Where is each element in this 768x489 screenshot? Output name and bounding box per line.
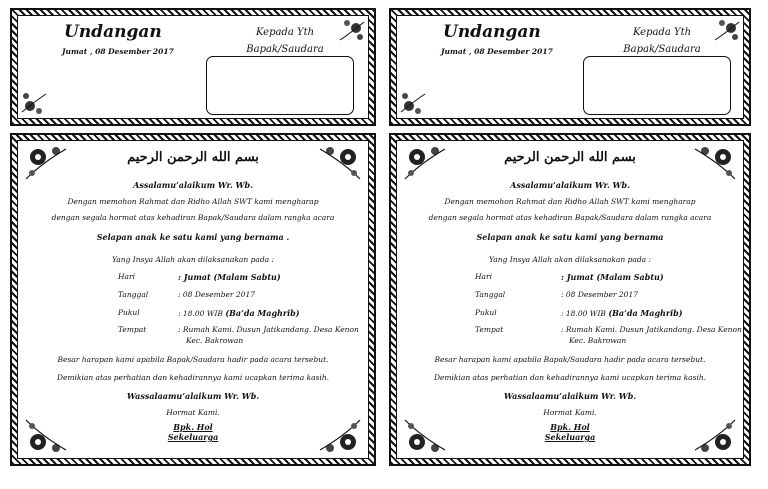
held-on: Yang Insya Allah akan dilaksanakan pada :: [488, 255, 652, 264]
floral-ornament-top-right-icon: [713, 18, 741, 44]
respect-line: Hormat Kami.: [166, 408, 220, 417]
recipient-line-2: Bapak/Saudara: [246, 44, 324, 55]
floral-ornament-bottom-left-icon: [20, 90, 48, 116]
thanks-line: Demikian atas perhatian dan kehadirannya kami ucapkan terima kasih.: [56, 373, 330, 382]
detail-label-place: Tempat: [475, 325, 504, 334]
greeting: Assalamu’alaikum Wr. Wb.: [510, 180, 630, 190]
floral-ornament-top-left-icon: [401, 143, 447, 183]
event-title: Selapan anak ke satu kami yang bernama .: [96, 232, 290, 242]
closing-salam: Wassalaamu’alaikum Wr. Wb.: [126, 391, 260, 401]
detail-value-time: [178, 308, 300, 318]
address-box[interactable]: [583, 56, 731, 115]
detail-value-day: : Jumat (Malam Sabtu): [178, 272, 281, 282]
intro-line-1: Dengan memohon Rahmat dan Ridho Allah SWT kami mengharap: [67, 197, 319, 206]
intro-line-1: Dengan memohon Rahmat dan Ridho Allah SWT kami mengharap: [444, 197, 696, 206]
intro-line-2: dengan segala hormat atas kehadiran Bapak/Saudara dalam rangka acara: [428, 213, 712, 222]
recipient-line-2: Bapak/Saudara: [623, 44, 701, 55]
detail-label-day: Hari: [118, 272, 135, 281]
closing-salam: Wassalaamu’alaikum Wr. Wb.: [503, 391, 637, 401]
detail-value-day: : Jumat (Malam Sabtu): [561, 272, 664, 282]
recipient-heading: [240, 24, 330, 58]
detail-value-place-line-2: Kec. Bakrowan: [186, 336, 244, 345]
signature-name: Bpk. Hol: [550, 422, 590, 432]
floral-ornament-top-right-icon: [693, 143, 739, 183]
respect-line: Hormat Kami.: [543, 408, 597, 417]
thanks-line: Demikian atas perhatian dan kehadirannya kami ucapkan terima kasih.: [433, 373, 707, 382]
event-title: Selapan anak ke satu kami yang bernama: [476, 232, 664, 242]
hope-line: Besar harapan kami apabila Bapak/Saudara hadir pada acara tersebut.: [57, 355, 329, 364]
time-text: : 18.00 WIB: [178, 309, 226, 318]
detail-label-time: Pukul: [475, 308, 497, 317]
held-on: Yang Insya Allah akan dilaksanakan pada :: [111, 255, 275, 264]
detail-value-date: : 08 Desember 2017: [178, 290, 255, 299]
greeting: Assalamu’alaikum Wr. Wb.: [133, 180, 253, 190]
detail-value-place: : Rumah Kami. Dusun Jatikandang. Desa Kenon: [561, 325, 742, 334]
recipient-line-1: Kepada Yth: [632, 27, 692, 38]
envelope-title: Undangan: [64, 22, 162, 42]
recipient-heading: [617, 24, 707, 58]
floral-ornament-bottom-left-icon: [399, 90, 427, 116]
floral-ornament-top-left-icon: [22, 143, 68, 183]
detail-label-day: Hari: [475, 272, 492, 281]
envelope-card-2: [389, 8, 751, 126]
time-note: (Ba’da Maghrib): [225, 308, 300, 318]
time-note: (Ba’da Maghrib): [608, 308, 683, 318]
floral-ornament-top-right-icon: [338, 18, 366, 44]
recipient-line-1: Kepada Yth: [255, 27, 315, 38]
bismillah-calligraphy: بسم الله الرحمن الرحيم: [127, 150, 259, 165]
detail-value-time: [561, 308, 683, 318]
envelope-date: Jumat , 08 Desember 2017: [441, 47, 553, 56]
envelope-date: Jumat , 08 Desember 2017: [62, 47, 174, 56]
invitation-card-1: [10, 133, 376, 466]
detail-value-place-line-2: Kec. Bakrowan: [569, 336, 627, 345]
detail-label-date: Tanggal: [475, 290, 506, 299]
time-text: : 18.00 WIB: [561, 309, 609, 318]
intro-line-2: dengan segala hormat atas kehadiran Bapak/Saudara dalam rangka acara: [51, 213, 335, 222]
bismillah-calligraphy: بسم الله الرحمن الرحيم: [504, 150, 636, 165]
invitation-card-2: [389, 133, 751, 466]
detail-value-place: : Rumah Kami. Dusun Jatikandang. Desa Kenon: [178, 325, 359, 334]
signature-family: Sekeluarga: [167, 432, 219, 442]
signature-name: Bpk. Hol: [173, 422, 213, 432]
signature-family: Sekeluarga: [544, 432, 596, 442]
floral-ornament-top-right-icon: [318, 143, 364, 183]
detail-value-date: : 08 Desember 2017: [561, 290, 638, 299]
envelope-card-1: [10, 8, 376, 126]
detail-label-place: Tempat: [118, 325, 147, 334]
hope-line: Besar harapan kami apabila Bapak/Saudara hadir pada acara tersebut.: [434, 355, 706, 364]
detail-label-time: Pukul: [118, 308, 140, 317]
envelope-title: Undangan: [443, 22, 541, 42]
detail-label-date: Tanggal: [118, 290, 149, 299]
address-box[interactable]: [206, 56, 354, 115]
